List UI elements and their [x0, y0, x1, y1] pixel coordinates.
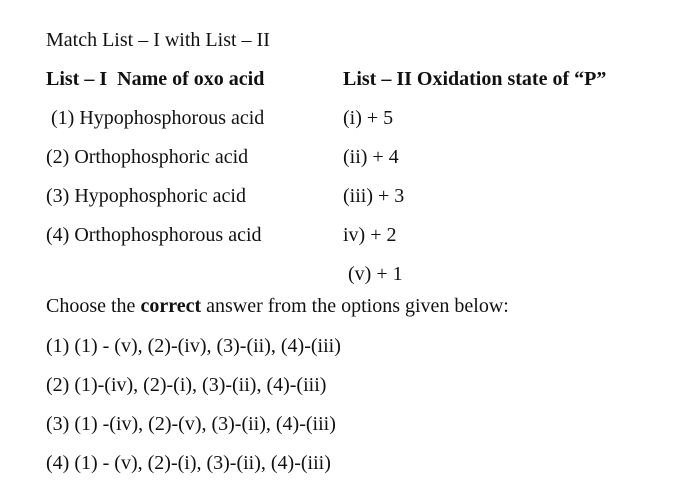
list1-item: (3) Hypophosphoric acid — [46, 185, 246, 207]
question-text — [46, 294, 509, 318]
list1-item: (2) Orthophosphoric acid — [46, 146, 249, 168]
answer-option-4: (4) (1) - (v), (2)-(i), (3)-(ii), (4)-(iii) — [46, 452, 331, 474]
question-after: answer from the options given below: — [201, 295, 509, 317]
list1-item: (4) Orthophosphorous acid — [46, 224, 262, 246]
list2-item: (i) + 5 — [343, 107, 394, 129]
list2-item: iv) + 2 — [343, 224, 397, 246]
list2-item: (v) + 1 — [343, 263, 403, 285]
intro-text: Match List – I with List – II — [46, 29, 270, 51]
list1-header: List – I Name of oxo acid — [46, 68, 265, 90]
answer-option-1: (1) (1) - (v), (2)-(iv), (3)-(ii), (4)-(iii) — [46, 335, 341, 357]
question-before: Choose the — [46, 295, 141, 317]
answer-option-2: (2) (1)-(iv), (2)-(i), (3)-(ii), (4)-(iii) — [46, 374, 327, 396]
answer-option-3: (3) (1) -(iv), (2)-(v), (3)-(ii), (4)-(iii) — [46, 413, 336, 435]
list2-item: (iii) + 3 — [343, 185, 405, 207]
list1-item: (1) Hypophosphorous acid — [46, 107, 265, 129]
list2-header: List – II Oxidation state of “P” — [343, 68, 607, 90]
list2-item: (ii) + 4 — [343, 146, 399, 168]
question-emphasis: correct — [140, 295, 202, 317]
